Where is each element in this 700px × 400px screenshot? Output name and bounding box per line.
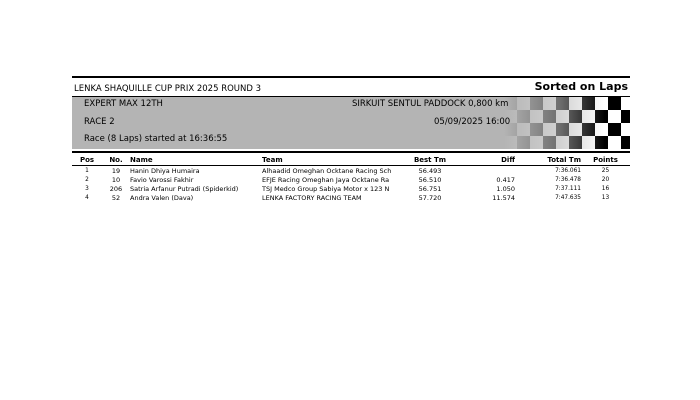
- team-cell: Alhaadid Omeghan Ocktane Racing Sch: [262, 166, 392, 175]
- rider-name-cell: Satria Arfanur Putradi (Spiderkid): [130, 184, 239, 193]
- points-cell: 20: [601, 176, 610, 183]
- column-header-diff: Diff: [460, 154, 515, 166]
- rider-name-cell: Hanin Dhiya Humaira: [130, 166, 200, 175]
- column-header-total-time: Total Tm: [515, 154, 581, 166]
- sort-label: Sorted on Laps: [534, 80, 628, 93]
- event-title: LENKA SHAQUILLE CUP PRIX 2025 ROUND 3: [74, 84, 262, 94]
- diff-cell: 0.417: [496, 175, 515, 184]
- race-start-info: Race (8 Laps) started at 16:36:55: [84, 134, 228, 144]
- diff-cell: 11.574: [492, 193, 515, 202]
- race-date-time: 05/09/2025 16:00: [434, 117, 511, 127]
- column-header-best-time: Best Tm: [400, 154, 460, 166]
- number-cell: 10: [111, 175, 121, 184]
- total-time-cell: 7:36.478: [555, 176, 581, 183]
- best-time-cell: 57.720: [418, 193, 442, 202]
- position-cell: 3: [85, 185, 89, 192]
- column-header-team: Team: [262, 154, 400, 166]
- rider-name-cell: Favio Varossi Fakhir: [130, 175, 194, 184]
- number-cell: 206: [109, 184, 123, 193]
- results-table: [72, 154, 630, 202]
- best-time-cell: 56.751: [418, 184, 442, 193]
- position-cell: 1: [85, 167, 89, 174]
- position-cell: 2: [85, 176, 89, 183]
- checkered-flag-icon: [504, 97, 630, 149]
- column-header-points: Points: [581, 154, 630, 166]
- team-cell: EFJE Racing Omeghan Jaya Ocktane Ra: [262, 175, 390, 184]
- race-class: EXPERT MAX 12TH: [84, 99, 163, 109]
- bottom-rule: [72, 151, 630, 153]
- diff-cell: 1.050: [496, 184, 515, 193]
- total-time-cell: 7:37.111: [555, 185, 581, 192]
- rider-name-cell: Andra Valen (Dava): [130, 193, 194, 202]
- table-row: [72, 193, 630, 202]
- team-cell: TSJ Medco Group Sabiya Motor x 123 N: [262, 184, 390, 193]
- column-header-number: No.: [102, 154, 130, 166]
- number-cell: 52: [111, 193, 121, 202]
- race-name: RACE 2: [84, 117, 115, 127]
- team-cell: LENKA FACTORY RACING TEAM: [262, 193, 362, 202]
- total-time-cell: 7:36.061: [555, 167, 581, 174]
- number-cell: 19: [111, 166, 121, 175]
- table-row: [72, 184, 630, 193]
- points-cell: 16: [601, 185, 610, 192]
- points-cell: 25: [601, 167, 610, 174]
- table-row: [72, 166, 630, 176]
- total-time-cell: 7:47.635: [555, 194, 581, 201]
- best-time-cell: 56.510: [418, 175, 442, 184]
- points-cell: 13: [601, 194, 610, 201]
- table-header-row: [72, 154, 630, 166]
- title-bar: [72, 78, 630, 97]
- results-document: [72, 76, 630, 202]
- circuit-name: SIRKUIT SENTUL PADDOCK 0,800 km: [352, 99, 509, 109]
- best-time-cell: 56.493: [418, 166, 442, 175]
- race-info-band: [72, 97, 630, 149]
- table-row: [72, 175, 630, 184]
- column-header-name: Name: [130, 154, 262, 166]
- column-header-pos: Pos: [72, 154, 102, 166]
- position-cell: 4: [85, 194, 89, 201]
- diff-cell: [460, 166, 515, 176]
